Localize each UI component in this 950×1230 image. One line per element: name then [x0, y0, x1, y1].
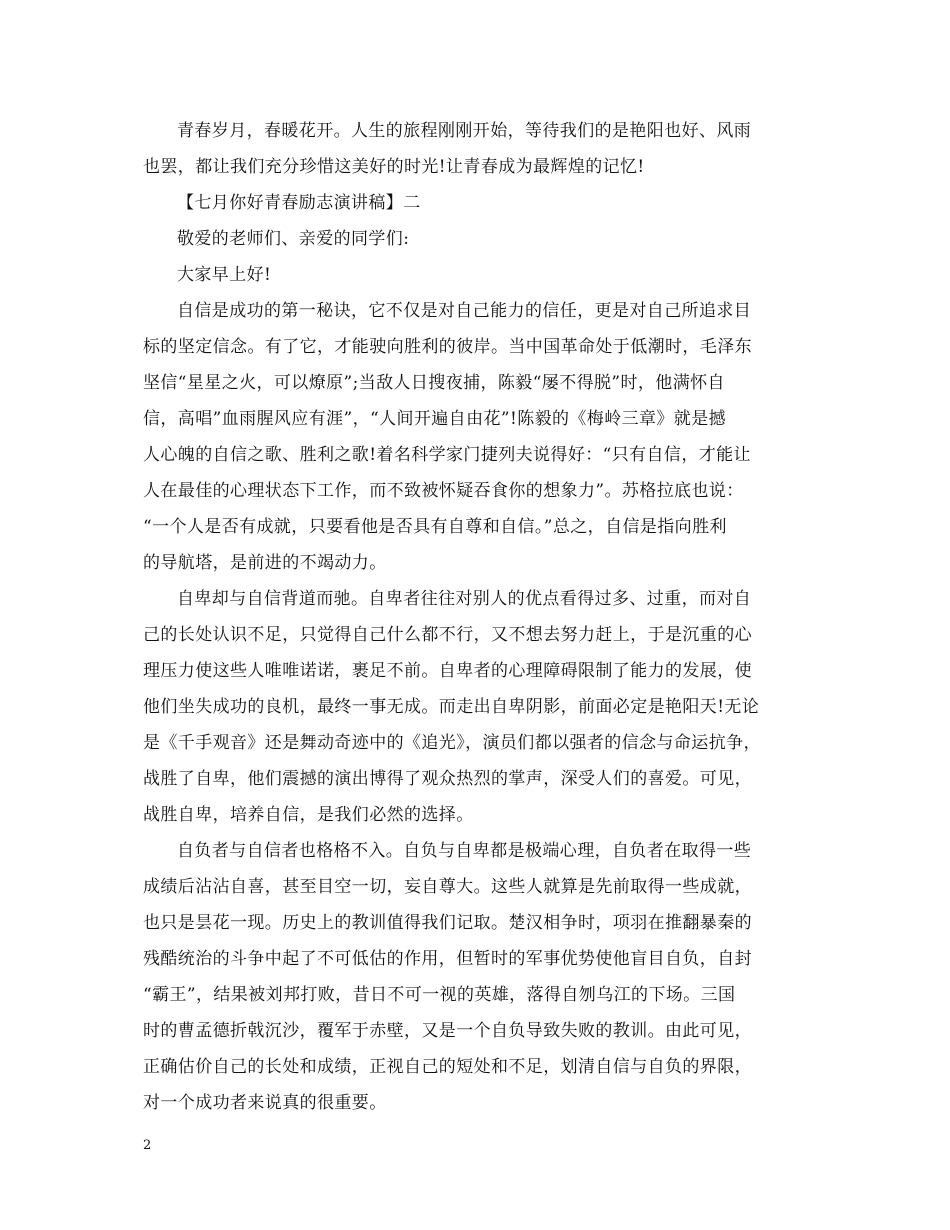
text-line: 标的坚定信念。有了它，才能驶向胜利的彼岸。当中国革命处于低潮时，毛泽东	[143, 337, 752, 357]
text-line: 也罢，都让我们充分珍惜这美好的时光!让青春成为最辉煌的记忆!	[143, 157, 645, 177]
text-line: 也只是昙花一现。历史上的教训值得我们记取。楚汉相争时，项羽在推翻暴秦的	[143, 913, 752, 933]
text-line: “一个人是否有成就，只要看他是否具有自尊和自信。”总之，自信是指向胜利	[143, 517, 727, 537]
text-line: 自信是成功的第一秘诀，它不仅是对自己能力的信任，更是对自己所追求目	[177, 301, 752, 321]
text-line: 自负者与自信者也格格不入。自负与自卑都是极端心理，自负者在取得一些	[177, 841, 752, 861]
text-line: 人在最佳的心理状态下工作，而不致被怀疑吞食你的想象力”。苏格拉底也说：	[143, 481, 744, 501]
text-line: 人心魄的自信之歌、胜利之歌!着名科学家门捷列夫说得好：“只有自信，才能让	[143, 445, 751, 465]
text-line: 对一个成功者来说真的很重要。	[143, 1093, 387, 1113]
greeting: 大家早上好!	[177, 265, 272, 285]
text-line: 战胜自卑，培养自信，是我们必然的选择。	[143, 805, 474, 825]
text-line: 信，高唱”血雨腥风应有涯”，“人间开遍自由花”!陈毅的《梅岭三章》就是撼	[143, 409, 726, 429]
text-line: 战胜了自卑，他们震撼的演出博得了观众热烈的掌声，深受人们的喜爱。可见，	[143, 769, 752, 789]
text-line: 己的长处认识不足，只觉得自己什么都不行，又不想去努力赶上，于是沉重的心	[143, 625, 752, 645]
text-line: 残酷统治的斗争中起了不可低估的作用，但暂时的军事优势使他盲目自负，自封	[143, 949, 752, 969]
text-line: “霸王”，结果被刘邦打败，昔日不可一视的英雄，落得自刎乌江的下场。三国	[143, 985, 736, 1005]
text-line: 是《千手观音》还是舞动奇迹中的《追光》，演员们都以强者的信念与命运抗争，	[143, 733, 761, 753]
text-line: 理压力使这些人唯唯诺诺，裹足不前。自卑者的心理障碍限制了能力的发展，使	[143, 661, 752, 681]
text-line: 自卑却与自信背道而驰。自卑者往往对别人的优点看得过多、过重，而对自	[177, 589, 752, 609]
text-line: 坚信“星星之火，可以燎原”;当敌人日搜夜捕，陈毅“屡不得脱”时，他满怀自	[143, 373, 725, 393]
text-line: 正确估价自己的长处和成绩，正视自己的短处和不足，划清自信与自负的界限，	[143, 1057, 752, 1077]
text-line: 青春岁月，春暖花开。人生的旅程刚刚开始，等待我们的是艳阳也好、风雨	[177, 121, 752, 141]
text-line: 的导航塔，是前进的不竭动力。	[143, 553, 387, 573]
text-line: 成绩后沾沾自喜，甚至目空一切，妄自尊大。这些人就算是先前取得一些成就，	[143, 877, 752, 897]
text-line: 时的曹孟德折戟沉沙，覆军于赤壁，又是一个自负导致失败的教训。由此可见，	[143, 1021, 752, 1041]
section-heading: 【七月你好青春励志演讲稿】二	[177, 193, 421, 213]
salutation: 敬爱的老师们、亲爱的同学们:	[177, 229, 410, 249]
text-line: 他们坐失成功的良机，最终一事无成。而走出自卑阴影，前面必定是艳阳天!无论	[143, 697, 760, 717]
page-number: 2	[143, 1138, 152, 1153]
